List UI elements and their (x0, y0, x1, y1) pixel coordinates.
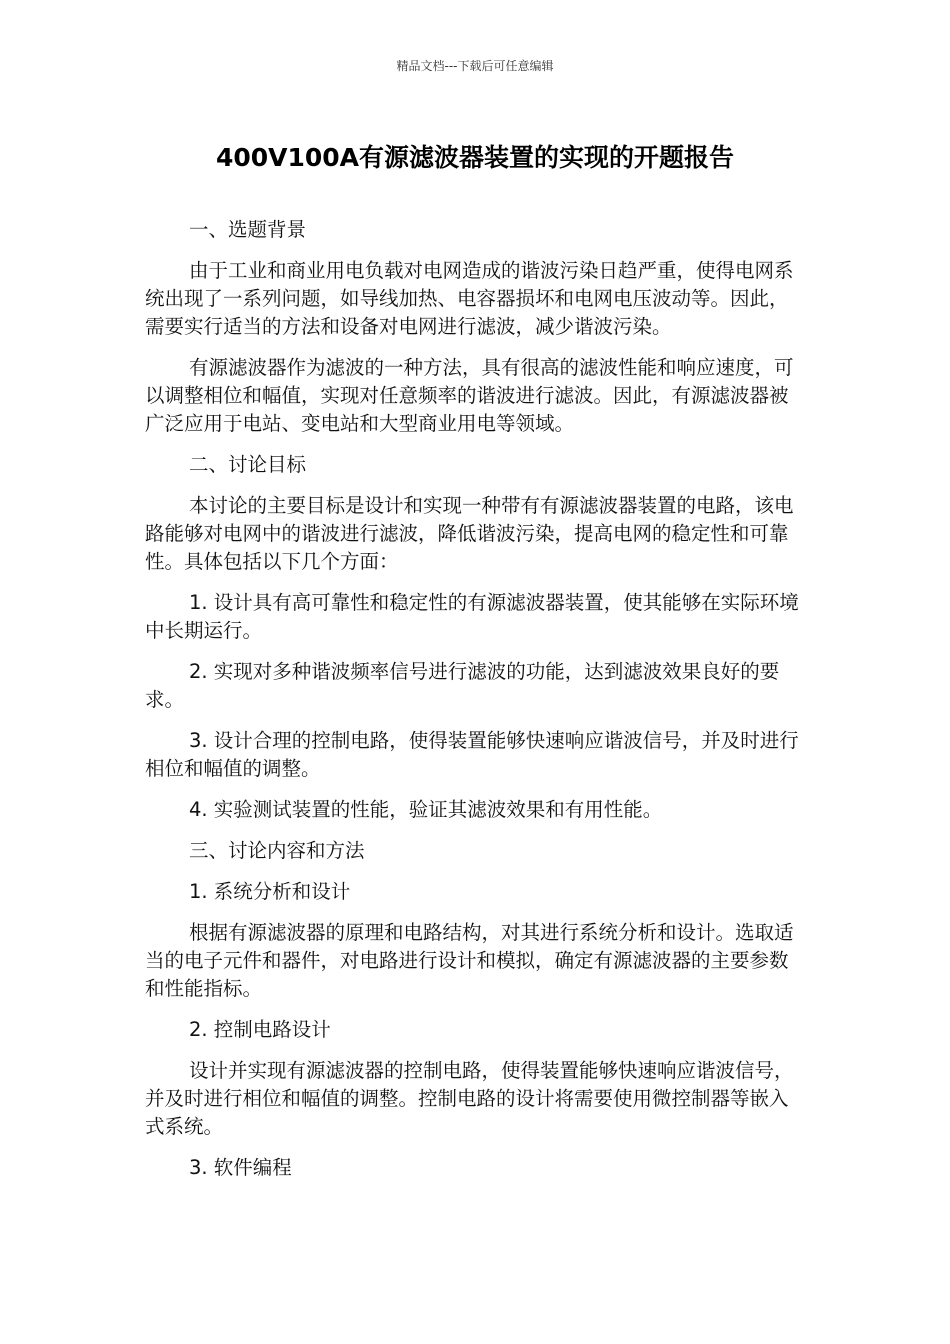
paragraph: 由于工业和商业用电负载对电网造成的谐波污染日趋严重，使得电网系统出现了一系列问题，如导线加热、电容器损坏和电网电压波动等。因此，需要实行适当的方法和设备对电网进行滤波，减少谐波污染。 (145, 259, 794, 338)
paragraph: 根据有源滤波器的原理和电路结构，对其进行系统分析和设计。选取适当的电子元件和器件，对电路进行设计和模拟，确定有源滤波器的主要参数和性能指标。 (145, 921, 794, 1000)
list-item: 4. 实验测试装置的性能，验证其滤波效果和有用性能。 (189, 798, 663, 821)
subsection-heading: 3. 软件编程 (189, 1156, 292, 1179)
section-heading-objectives: 二、讨论目标 (189, 453, 307, 476)
document-body (145, 216, 805, 1195)
paragraph: 有源滤波器作为滤波的一种方法，具有很高的滤波性能和响应速度，可以调整相位和幅值，实现对任意频率的谐波进行滤波。因此，有源滤波器被广泛应用于电站、变电站和大型商业用电等领域。 (145, 356, 794, 435)
paragraph: 设计并实现有源滤波器的控制电路，使得装置能够快速响应谐波信号，并及时进行相位和幅值的调整。控制电路的设计将需要使用微控制器等嵌入式系统。 (145, 1059, 794, 1138)
section-heading-methods: 三、讨论内容和方法 (189, 839, 365, 862)
list-item: 1. 设计具有高可靠性和稳定性的有源滤波器装置，使其能够在实际环境中长期运行。 (145, 591, 799, 642)
paragraph: 本讨论的主要目标是设计和实现一种带有有源滤波器装置的电路，该电路能够对电网中的谐波进行滤波，降低谐波污染，提高电网的稳定性和可靠性。具体包括以下几个方面： (145, 494, 794, 573)
section-heading-background: 一、选题背景 (189, 218, 307, 241)
subsection-heading: 2. 控制电路设计 (189, 1018, 331, 1041)
document-title: 400V100A有源滤波器装置的实现的开题报告 (215, 143, 735, 172)
list-item: 2. 实现对多种谐波频率信号进行滤波的功能，达到滤波效果良好的要求。 (145, 660, 780, 711)
page-header: 精品文档---下载后可任意编辑 (396, 59, 554, 73)
subsection-heading: 1. 系统分析和设计 (189, 880, 351, 903)
list-item: 3. 设计合理的控制电路，使得装置能够快速响应谐波信号，并及时进行相位和幅值的调整。 (145, 729, 799, 780)
